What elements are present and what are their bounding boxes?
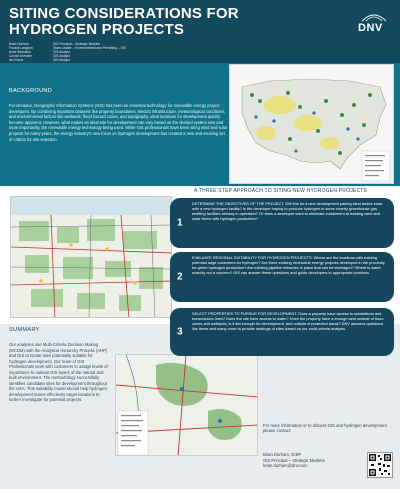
contact-email-link[interactable]: brian.durham@dnv.com (263, 463, 308, 469)
summary-text: Our analyses use Multi-Criteria Decision Making (MCDM) with the Analytical Hierarchy Process (AHP) and GIS to locate sites potentially suitable for hydrogen development. Our team of GIS Professionals work with customers to assign levels of importance to various GIS layers of the natural and built environment. The methodology successfully identifies candidate sites for development throughout the USA. This suitability model should help hydrogen development teams effectively target locations to further investigate for potential projects. (9, 342, 108, 402)
author-name: Brian Durham (9, 42, 29, 46)
author-role: GIS Analyst (53, 58, 70, 62)
author-role: GIS Analyst (53, 50, 70, 54)
qr-code-icon[interactable] (367, 452, 393, 478)
approach-heading: A THREE STEP APPROACH TO SITING NEW HYDROGEN PROJECTS (194, 188, 368, 194)
step-number: 2 (177, 271, 183, 283)
author-name: Connie Dressler (9, 54, 32, 58)
step-number: 3 (177, 326, 183, 338)
author-name: Ian Evans (9, 58, 24, 62)
regional-map (10, 196, 172, 318)
step-1-card (170, 198, 394, 248)
author-role: GIS Principal – Strategic Markets (53, 42, 100, 46)
title-line-1: SITING CONSIDERATIONS FOR (9, 5, 239, 22)
dnv-logo: DNV (358, 22, 383, 34)
poster-title (9, 6, 249, 38)
author-roles (53, 42, 143, 62)
site-selection-map (115, 354, 258, 456)
author-role: Team Leader – Environmental and Permitting – GIS (53, 46, 126, 50)
background-heading: BACKGROUND (9, 88, 53, 94)
step-number: 1 (177, 217, 183, 229)
step-text: DETERMINE THE OBJECTIVES OF THE PROJECT. Will this be a new development pairing wind and/or solar with a new hydrogen facility? Is the developer hoping to produce hydrogen to serve nearby greenhouse gas emitting facilities already in operation? Or does a developer want to eliminate curtailment at existing wind and solar farms with hydrogen production? (192, 201, 383, 222)
usa-suitability-map (229, 64, 394, 184)
author-name: Anne Beaudoin (9, 50, 31, 54)
usa-map-graphic (230, 65, 394, 184)
title-line-2: HYDROGEN PROJECTS (9, 21, 185, 38)
background-text: For decades, Geographic Information Systems (GIS) has been an essential technology for renewable energy project developers. By combining important datasets like property boundaries, electric infrastructure, meteorological conditions, and environmental factors like wetlands, flood hazard zones, and topography, ideal locations for development quickly become apparent. However, what makes an ideal site for development can vary based on the desired system size and more importantly, the renewable energy technology being used. While GIS professionals have been siting wind and solar projects for many years, the energy industry's new focus on hydrogen development has created a new and evolving set of criteria for site selection. (9, 103, 228, 142)
dnv-logo-mark-icon (360, 12, 388, 22)
contact-intro: For more information or to discuss GIS and hydrogen development please contact: (263, 423, 387, 434)
step-text: EVALUATE REGIONAL SUITABILITY FOR HYDROGEN PROJECTS. Where are the locations with existing potential large customers for hydrogen? Are there existing renewable energy projects developed in the proximity for green hydrogen production? Are existing pipeline networks in place that can be leveraged? Where is water scarcity not a concern? GIS can answer these questions and guide developers to appropriate locations. (192, 255, 385, 276)
site-map-graphic (116, 355, 258, 456)
contact-name: Brian Durham, GISP (263, 452, 302, 457)
contact-block (263, 452, 373, 469)
author-role: GIS Analyst (53, 54, 70, 58)
step-3-card (170, 308, 394, 356)
summary-heading: SUMMARY (9, 327, 40, 333)
regional-map-graphic (11, 197, 172, 318)
author-name: Francis Langdon (9, 46, 33, 50)
contact-title: GIS Principal – Strategic Markets (263, 457, 325, 463)
step-text: SELECT PROPERTIES TO PURSUE FOR DEVELOPMENT. Does a property have access to substations and transmission lines? Does the site have access to water? Does the property have a enough land outside of flood zones and wetlands, is it flat enough for development, and outside of protected areas? DNV answers questions like these and many more to provide rankings of sites based on our multi-criteria analysis. (192, 311, 384, 332)
step-2-card (170, 252, 394, 302)
